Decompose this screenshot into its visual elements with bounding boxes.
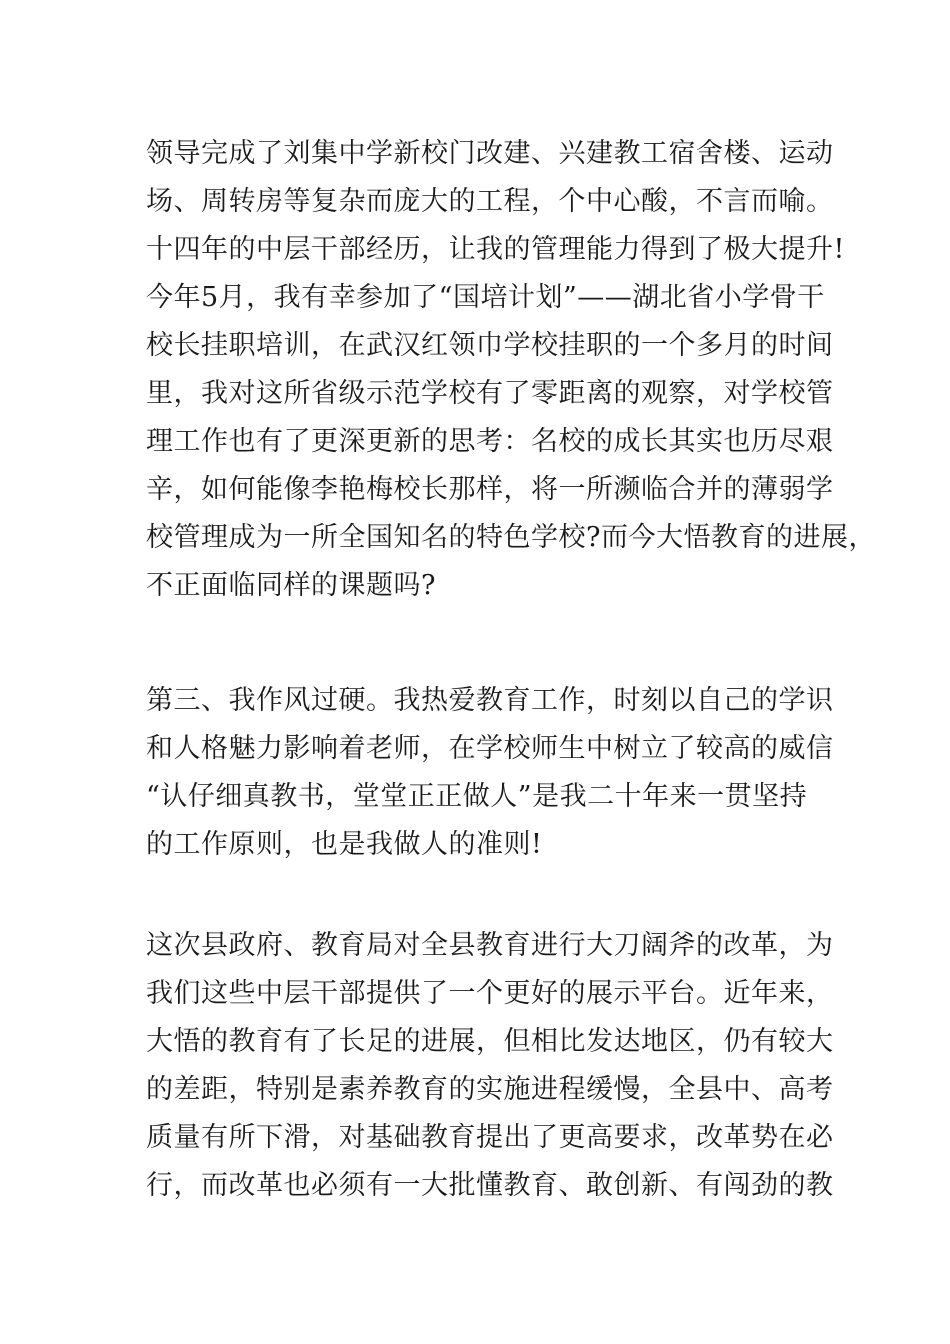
text-line: 不正面临同样的课题吗? (146, 570, 436, 601)
text-line: 校长挂职培训，在武汉红领巾学校挂职的一个多月的时间 (146, 330, 834, 361)
text-line: 理工作也有了更深更新的思考：名校的成长其实也历尽艰 (146, 426, 834, 457)
text-line: 里，我对这所省级示范学校有了零距离的观察，对学校管 (146, 378, 834, 409)
text-line: 十四年的中层干部经历，让我的管理能力得到了极大提升! (146, 234, 845, 265)
text-line: 这次县政府、教育局对全县教育进行大刀阔斧的改革，为 (146, 930, 834, 961)
paragraph-education-reform (146, 922, 846, 1210)
text-line: 第三、我作风过硬。我热爱教育工作，时刻以自己的学识 (146, 685, 834, 716)
text-line: “认仔细真教书，堂堂正正做人”是我二十年来一贯坚持 (146, 781, 808, 812)
text-line: 的工作原则，也是我做人的准则! (146, 829, 543, 860)
text-line: 的差距，特别是素养教育的实施进程缓慢，全县中、高考 (146, 1074, 834, 1105)
text-line: 质量有所下滑，对基础教育提出了更高要求，改革势在必 (146, 1122, 834, 1153)
text-line: 今年5月，我有幸参加了“国培计划”——湖北省小学骨干 (146, 282, 825, 313)
paragraph-management-experience (146, 130, 876, 610)
text-line: 辛，如何能像李艳梅校长那样，将一所濒临合并的薄弱学 (146, 474, 834, 505)
text-line: 校管理成为一所全国知名的特色学校?而今大悟教育的进展， (146, 522, 876, 553)
text-line: 和人格魅力影响着老师，在学校师生中树立了较高的威信 (146, 733, 834, 764)
text-line: 我们这些中层干部提供了一个更好的展示平台。近年来， (146, 978, 834, 1009)
paragraph-work-style (146, 677, 846, 869)
text-line: 领导完成了刘集中学新校门改建、兴建教工宿舍楼、运动 (146, 138, 834, 169)
text-line: 行，而改革也必须有一大批懂教育、敢创新、有闯劲的教 (146, 1170, 834, 1201)
text-line: 场、周转房等复杂而庞大的工程，个中心酸，不言而喻。 (146, 186, 834, 217)
text-line: 大悟的教育有了长足的进展，但相比发达地区，仍有较大 (146, 1026, 834, 1057)
